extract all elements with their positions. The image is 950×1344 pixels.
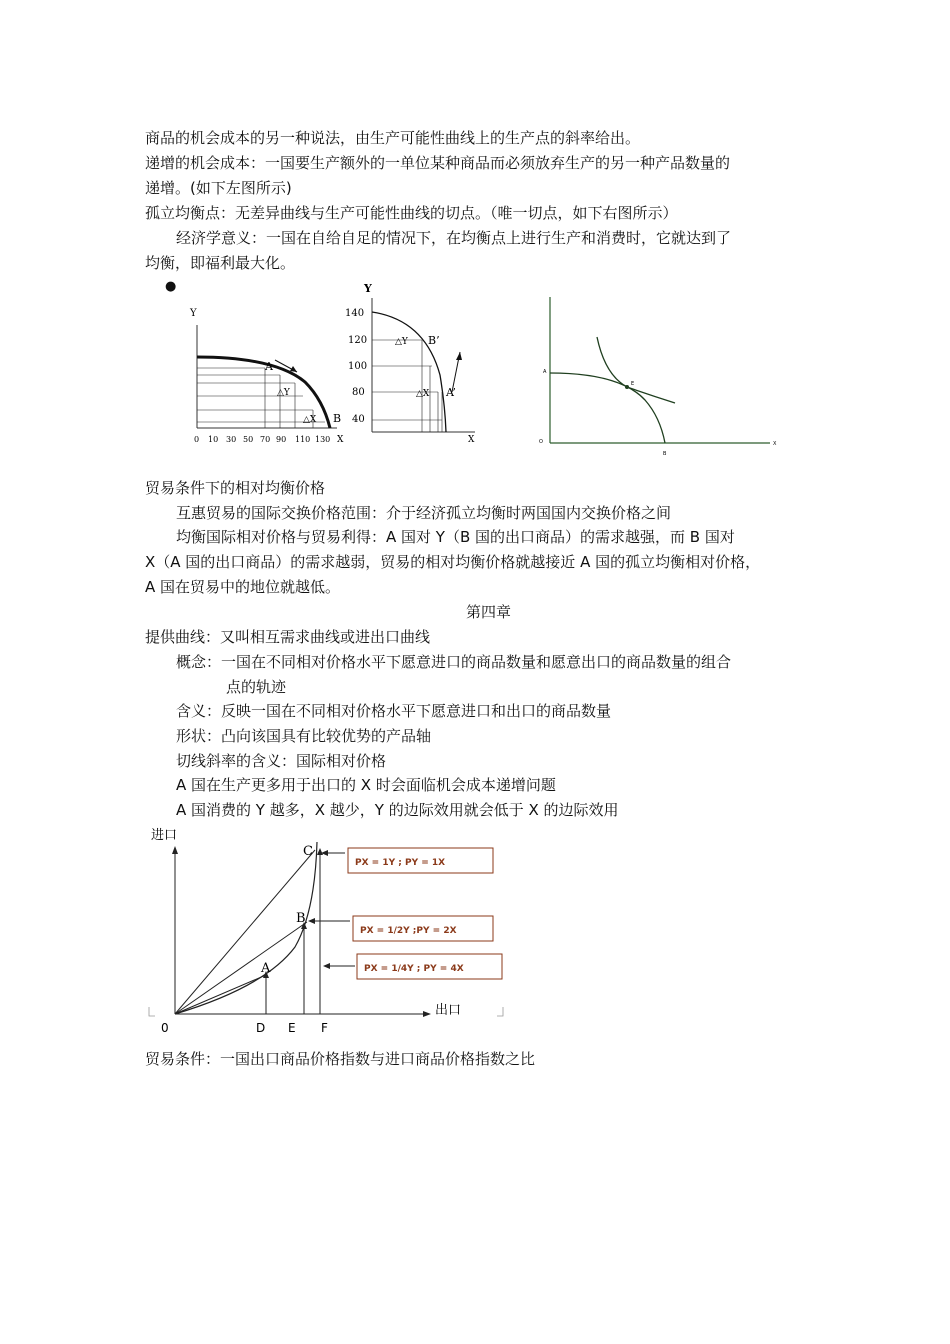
x-axis-label: X [337, 435, 344, 445]
x-axis-arrowhead [423, 1011, 431, 1017]
point-a-label: A [265, 360, 273, 373]
paragraph-economic-meaning-1: 经济学意义：一国在自给自足的情况下，在均衡点上进行生产和消费时，它就达到了 [176, 229, 732, 247]
point-b-label: B [296, 911, 306, 926]
paragraph-meaning: 含义：反映一国在不同相对价格水平下愿意进口和出口的商品数量 [176, 702, 612, 720]
indifference-curve [597, 337, 675, 403]
pointer-c-head [321, 850, 328, 856]
paragraph-gains-1: 均衡国际相对价格与贸易利得：A 国对 Y（B 国的出口商品）的需求越强，而 B 国对 [176, 528, 735, 546]
chapter-title: 第四章 [466, 603, 512, 621]
drop-arrowhead-f [317, 848, 323, 855]
ppf-curve [372, 312, 446, 432]
paragraph-slope: 切线斜率的含义：国际相对价格 [176, 752, 387, 770]
point-a-label: A [261, 961, 271, 976]
svg-text:10: 10 [208, 435, 219, 444]
point-e-label: E [631, 381, 635, 387]
offer-curve-figure [145, 822, 515, 1037]
offer-curve [175, 842, 317, 1014]
delta-y-label: △Y [395, 337, 408, 347]
price-line-c [175, 850, 315, 1014]
f-label: F [321, 1021, 328, 1035]
corner-mark-right [497, 1007, 503, 1016]
autarky-equilibrium-figure [535, 295, 780, 460]
paragraph-economic-meaning-2: 均衡，即福利最大化。 [145, 254, 296, 272]
x-axis-label: X [468, 435, 475, 445]
svg-text:100: 100 [348, 361, 368, 372]
svg-text:80: 80 [352, 387, 365, 398]
point-b-label: B [663, 451, 667, 457]
y-axis-label: Y [364, 282, 372, 295]
paragraph-terms-of-trade: 贸易条件：一国出口商品价格指数与进口商品价格指数之比 [145, 1050, 536, 1068]
svg-text:0: 0 [194, 435, 200, 444]
svg-text:130: 130 [315, 435, 331, 444]
y-axis-label: 进口 [151, 828, 178, 843]
paragraph-a-consumption: A 国消费的 Y 越多，X 越少，Y 的边际效用就会低于 X 的边际效用 [176, 801, 619, 819]
ppf-increasing-cost-figure [185, 300, 345, 450]
svg-text:70: 70 [260, 435, 271, 444]
corner-mark-left [149, 1007, 155, 1016]
svg-text:50: 50 [243, 435, 254, 444]
delta-x-label: △X [303, 415, 317, 425]
svg-text:110: 110 [295, 435, 311, 444]
y-axis-label: Y [190, 308, 197, 319]
point-b-label: B’ [428, 334, 440, 347]
y-axis-arrowhead [172, 846, 178, 854]
svg-text:30: 30 [226, 435, 237, 444]
delta-x-label: △X [416, 389, 430, 399]
price-box-a-text: PX = 1/4Y ; PY = 4X [364, 964, 464, 974]
pointer-b-head [308, 918, 315, 924]
paragraph-autarky-equilibrium: 孤立均衡点：无差异曲线与生产可能性曲线的切点。（唯一切点，如下右图所示） [145, 204, 678, 222]
d-label: D [256, 1021, 266, 1035]
delta-y-label: △Y [277, 388, 290, 398]
x-tick-labels [194, 435, 330, 444]
price-line-a [175, 975, 266, 1014]
point-b-label: B [333, 412, 342, 425]
paragraph-exchange-range: 互惠贸易的国际交换价格范围：介于经济孤立均衡时两国国内交换价格之间 [176, 504, 672, 522]
bullet-marker: ● [165, 279, 177, 294]
x-axis-label: X [773, 441, 777, 447]
point-a-label: A [543, 369, 547, 375]
svg-text:120: 120 [348, 335, 368, 346]
x-axis-label: 出口 [435, 1003, 462, 1018]
e-label: E [288, 1021, 296, 1035]
heading-offer-curve: 提供曲线：又叫相互需求曲线或进出口曲线 [145, 628, 431, 646]
price-box-c-text: PX = 1Y ; PY = 1X [355, 858, 446, 868]
paragraph-concept-2: 点的轨迹 [226, 678, 287, 696]
paragraph-shape: 形状：凸向该国具有比较优势的产品轴 [176, 727, 432, 745]
pointer-a-head [323, 963, 330, 969]
origin-label: 0 [161, 1021, 169, 1035]
paragraph-increasing-cost-1: 递增的机会成本：一国要生产额外的一单位某种商品而必须放弃生产的另一种产品数量的 [145, 154, 731, 172]
price-box-b-text: PX = 1/2Y ;PY = 2X [360, 926, 457, 936]
y-tick-labels [345, 308, 367, 425]
ppf-curve [550, 373, 665, 443]
ppf-y-ticks-figure [340, 280, 480, 445]
paragraph-concept-1: 概念：一国在不同相对价格水平下愿意进口的商品数量和愿意出口的商品数量的组合 [176, 653, 732, 671]
paragraph-gains-2: X（A 国的出口商品）的需求越弱，贸易的相对均衡价格就越接近 A 国的孤立均衡相对价格， [145, 553, 761, 571]
svg-text:140: 140 [345, 308, 365, 319]
price-line-b [175, 922, 307, 1014]
svg-text:40: 40 [352, 414, 365, 425]
paragraph-increasing-cost-2: 递增。(如下左图所示) [145, 179, 292, 197]
paragraph-opportunity-cost: 商品的机会成本的另一种说法，由生产可能性曲线上的生产点的斜率给出。 [145, 129, 641, 147]
movement-arrowhead [456, 352, 462, 360]
point-c-label: C [303, 844, 313, 859]
heading-trade-relative-price: 贸易条件下的相对均衡价格 [145, 479, 326, 497]
svg-text:90: 90 [276, 435, 287, 444]
origin-label: O [539, 439, 543, 445]
equilibrium-point [625, 385, 629, 389]
paragraph-gains-3: A 国在贸易中的地位就越低。 [145, 578, 341, 596]
point-a-label: A’ [446, 386, 456, 399]
paragraph-a-exports: A 国在生产更多用于出口的 X 时会面临机会成本递增问题 [176, 776, 556, 794]
